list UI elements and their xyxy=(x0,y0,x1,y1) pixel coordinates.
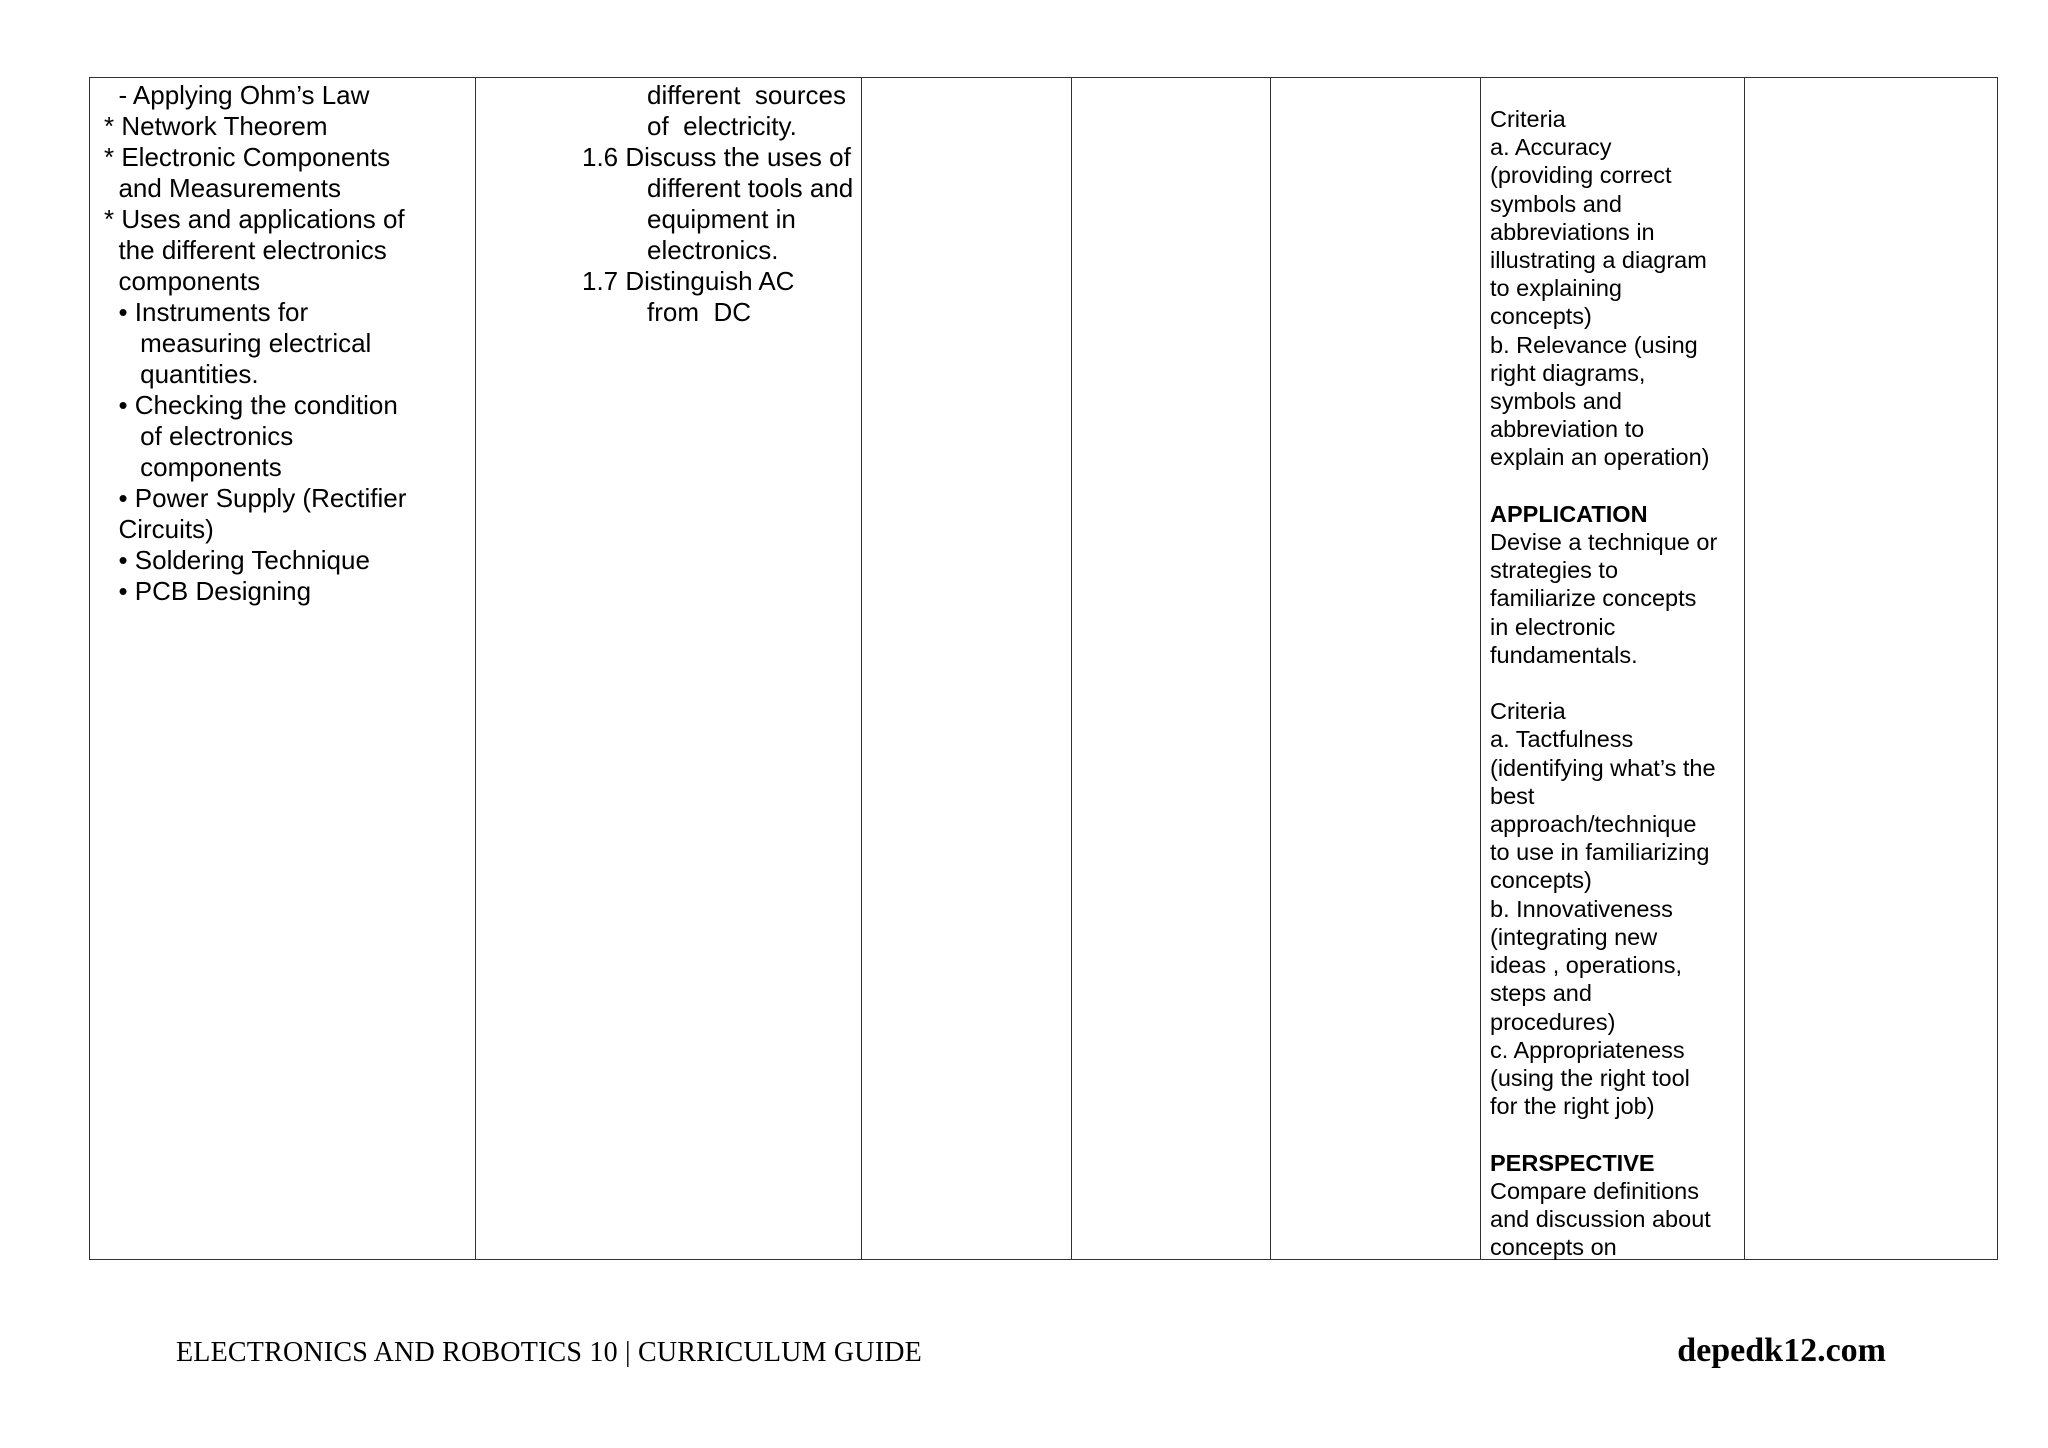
assessment-line xyxy=(1490,1120,1717,1148)
assessment-line: fundamentals. xyxy=(1490,641,1638,668)
footer-title: ELECTRONICS AND ROBOTICS 10 | CURRICULUM GUIDE xyxy=(176,1337,922,1368)
content-line: * Electronic Components xyxy=(104,142,391,172)
assessment-line: in electronic xyxy=(1490,613,1616,640)
content-line: • Checking the condition xyxy=(104,390,398,420)
content-column xyxy=(104,80,406,607)
assessment-line: illustrating a diagram xyxy=(1490,247,1707,274)
competency-line: of electricity. xyxy=(582,111,797,141)
assessment-line: (identifying what’s the xyxy=(1490,754,1716,781)
assessment-line: b. Innovativeness xyxy=(1490,895,1673,922)
assessment-line: (integrating new xyxy=(1490,923,1658,950)
assessment-line: strategies to xyxy=(1490,557,1619,584)
content-line: and Measurements xyxy=(104,173,342,203)
assessment-line: abbreviations in xyxy=(1490,218,1655,245)
content-line: of electronics xyxy=(104,421,294,451)
assessment-line: procedures) xyxy=(1490,1008,1616,1035)
assessment-line: to explaining xyxy=(1490,275,1622,302)
content-line: • PCB Designing xyxy=(104,576,312,606)
assessment-line: a. Accuracy xyxy=(1490,134,1612,161)
column-divider xyxy=(475,78,476,1259)
assessment-line: concepts) xyxy=(1490,303,1592,330)
assessment-line xyxy=(1490,669,1717,697)
assessment-line: right diagrams, xyxy=(1490,359,1646,386)
assessment-line: Devise a technique or xyxy=(1490,529,1718,556)
assessment-line: APPLICATION xyxy=(1490,500,1648,527)
content-line: - Applying Ohm’s Law xyxy=(104,80,370,110)
column-divider xyxy=(1744,78,1745,1259)
content-line: * Uses and applications of xyxy=(104,204,405,234)
column-divider xyxy=(1270,78,1271,1259)
assessment-line: PERSPECTIVE xyxy=(1490,1149,1655,1176)
assessment-line: (providing correct xyxy=(1490,162,1672,189)
assessment-line: concepts) xyxy=(1490,867,1592,894)
column-divider xyxy=(861,78,862,1259)
curriculum-table xyxy=(89,77,1998,1260)
assessment-line: a. Tactfulness xyxy=(1490,726,1634,753)
content-line: * Network Theorem xyxy=(104,111,328,141)
column-divider xyxy=(1480,78,1481,1259)
content-line: • Instruments for xyxy=(104,297,309,327)
assessment-line: steps and xyxy=(1490,980,1592,1007)
assessment-line: for the right job) xyxy=(1490,1093,1655,1120)
assessment-line: symbols and xyxy=(1490,388,1622,415)
competency-line: different tools and xyxy=(582,173,854,203)
assessment-line: c. Appropriateness xyxy=(1490,1036,1685,1063)
competency-line: different sources xyxy=(582,80,846,110)
content-line: • Soldering Technique xyxy=(104,545,370,575)
content-line: components xyxy=(104,266,261,296)
assessment-line: best xyxy=(1490,782,1535,809)
assessment-line: Compare definitions xyxy=(1490,1177,1699,1204)
column-divider xyxy=(1071,78,1072,1259)
content-line: Circuits) xyxy=(104,514,214,544)
competency-line: 1.6 Discuss the uses of xyxy=(582,142,851,172)
content-line: components xyxy=(104,452,282,482)
assessment-line: Criteria xyxy=(1490,106,1566,132)
assessment-line: b. Relevance (using xyxy=(1490,331,1698,358)
assessment-line: familiarize concepts xyxy=(1490,585,1697,612)
assessment-line: approach/technique xyxy=(1490,811,1697,838)
assessment-line: ideas , operations, xyxy=(1490,952,1683,979)
assessment-line xyxy=(1490,472,1717,500)
competency-line: 1.7 Distinguish AC xyxy=(582,266,795,296)
content-line: the different electronics xyxy=(104,235,387,265)
assessment-line: concepts on xyxy=(1490,1234,1617,1261)
learning-competencies-column xyxy=(582,80,853,328)
competency-line: equipment in xyxy=(582,204,796,234)
assessment-line: to use in familiarizing xyxy=(1490,839,1710,866)
competency-line: from DC xyxy=(582,297,752,327)
content-line: quantities. xyxy=(104,359,259,389)
assessment-line: symbols and xyxy=(1490,190,1622,217)
assessment-line: abbreviation to xyxy=(1490,416,1645,443)
assessment-line: and discussion about xyxy=(1490,1205,1711,1232)
content-line: measuring electrical xyxy=(104,328,372,358)
content-line: • Power Supply (Rectifier xyxy=(104,483,407,513)
assessment-line: explain an operation) xyxy=(1490,444,1710,471)
competency-line: electronics. xyxy=(582,235,779,265)
assessment-column xyxy=(1490,105,1717,1261)
assessment-line: (using the right tool xyxy=(1490,1064,1690,1091)
assessment-line: Criteria xyxy=(1490,698,1566,725)
footer-site: depedk12.com xyxy=(1677,1332,1886,1369)
